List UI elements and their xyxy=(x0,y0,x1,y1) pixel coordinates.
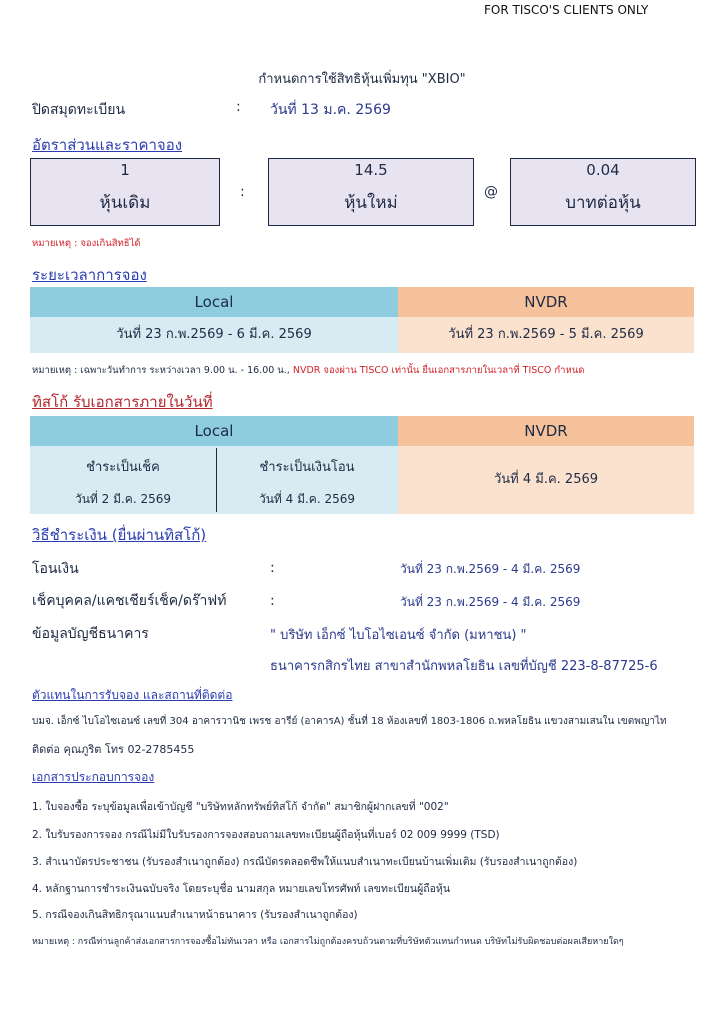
new-share-value: 14.5 xyxy=(354,161,388,179)
payment-transfer-colon: : xyxy=(270,560,275,576)
old-share-box xyxy=(30,158,220,226)
ratio-heading[interactable]: อัตราส่วนและราคาจอง xyxy=(32,136,183,154)
document-item-4: 4. หลักฐานการชำระเงินฉบับจริง โดยระบุชื่อ นามสกุล หมายเลขโทรศัพท์ เลขทะเบียนผู้ถือหุ้น xyxy=(32,883,451,895)
old-share-value: 1 xyxy=(120,161,130,179)
price-unit: บาทต่อหุ้น xyxy=(565,193,641,213)
transfer-date: วันที่ 4 มี.ค. 2569 xyxy=(258,492,356,506)
page-title: กำหนดการใช้สิทธิหุ้นเพิ่มทุน "XBIO" xyxy=(258,72,466,87)
payment-cheque-colon: : xyxy=(270,593,275,609)
payment-cheque-dates: วันที่ 23 ก.พ.2569 - 4 มี.ค. 2569 xyxy=(400,595,581,609)
new-share-box xyxy=(268,158,474,226)
period-note-text: หมายเหตุ : เฉพาะวันทำการ ระหว่างเวลา 9.00 น. - 16.00 น., xyxy=(32,365,290,376)
book-close-colon: : xyxy=(236,99,241,115)
cheque-label: ชำระเป็นเช็ค xyxy=(86,460,160,475)
receive-nvdr-date: วันที่ 4 มี.ค. 2569 xyxy=(398,446,694,514)
payment-transfer-label: โอนเงิน xyxy=(32,561,79,577)
period-nvdr-header: NVDR xyxy=(398,287,694,317)
period-note-nvdr: NVDR จองผ่าน TISCO เท่านั้น ยื่นเอกสารภายในเวลาที่ TISCO กำหนด xyxy=(289,365,585,376)
book-close-date: วันที่ 13 ม.ค. 2569 xyxy=(270,102,391,118)
period-nvdr-dates: วันที่ 23 ก.พ.2569 - 5 มี.ค. 2569 xyxy=(398,317,694,353)
ratio-colon: : xyxy=(240,184,245,200)
documents-heading[interactable]: เอกสารประกอบการจอง xyxy=(32,770,155,784)
price-box xyxy=(510,158,696,226)
payment-cheque-label: เช็คบุคคล/แคชเชียร์เช็ค/ดร๊าฟท์ xyxy=(32,593,227,609)
clients-only-note: FOR TISCO'S CLIENTS ONLY xyxy=(484,3,649,17)
payment-heading[interactable]: วิธีชำระเงิน (ยื่นผ่านทิสโก้) xyxy=(32,526,207,544)
receive-local-header: Local xyxy=(30,416,398,446)
ratio-note: หมายเหตุ : จองเกินสิทธิได้ xyxy=(32,238,141,249)
ratio-at-sign: @ xyxy=(484,184,498,200)
document-item-5: 5. กรณีจองเกินสิทธิกรุณาแนบสำเนาหน้าธนาคาร (รับรองสำเนาถูกต้อง) xyxy=(32,909,358,921)
book-close-label: ปิดสมุดทะเบียน xyxy=(32,102,126,118)
period-heading[interactable]: ระยะเวลาการจอง xyxy=(32,266,147,284)
period-local-dates: วันที่ 23 ก.พ.2569 - 6 มี.ค. 2569 xyxy=(30,317,398,353)
document-item-2: 2. ใบรับรองการจอง กรณีไม่มีใบรับรองการจองสอบถามเลขทะเบียนผู้ถือหุ้นที่เบอร์ 02 009 9999 (TSD) xyxy=(32,829,500,841)
bank-account-number: ธนาคารกสิกรไทย สาขาสำนักพหลโยธิน เลขที่บัญชี 223-8-87725-6 xyxy=(270,659,658,674)
bank-info-label: ข้อมูลบัญชีธนาคาร xyxy=(32,626,149,642)
agent-contact: ติดต่อ คุณภูริต โทร 02-2785455 xyxy=(32,743,195,756)
transfer-label: ชำระเป็นเงินโอน xyxy=(259,460,355,475)
agent-heading[interactable]: ตัวแทนในการรับจอง และสถานที่ติดต่อ xyxy=(32,688,233,702)
agent-address: บมจ. เอ็กซ์ ไบโอไซเอนซ์ เลขที่ 304 อาคารวานิช เพรช อารีย์ (อาคารA) ชั้นที่ 18 ห้องเลขที่ 1803-1806 ถ.พหลโยธิน แขวงสามเสนใน เขตพญาไท xyxy=(32,716,667,727)
documents-footer-note: หมายเหตุ : กรณีท่านลูกค้าส่งเอกสารการจองซื้อไม่ทันเวลา หรือ เอกสารไม่ถูกต้องครบถ้วนตามที่บริษัทตัวแทนกำหนด บริษัทไม่รับผิดชอบต่อผลเสียหายใดๆ xyxy=(32,937,624,947)
cheque-date: วันที่ 2 มี.ค. 2569 xyxy=(74,492,172,506)
old-share-unit: หุ้นเดิม xyxy=(99,193,151,213)
period-local-header: Local xyxy=(30,287,398,317)
document-item-3: 3. สำเนาบัตรประชาชน (รับรองสำเนาถูกต้อง) กรณีบัตรตลอดชีพให้แนบสำเนาทะเบียนบ้านเพิ่มเติม (รับรองสำเนาถูกต้อง) xyxy=(32,856,578,868)
payment-transfer-dates: วันที่ 23 ก.พ.2569 - 4 มี.ค. 2569 xyxy=(400,562,581,576)
receive-nvdr-header: NVDR xyxy=(398,416,694,446)
period-note xyxy=(32,363,584,378)
receive-heading[interactable]: ทิสโก้ รับเอกสารภายในวันที่ xyxy=(32,393,213,411)
document-item-1: 1. ใบจองซื้อ ระบุข้อมูลเพื่อเข้าบัญชี "บริษัทหลักทรัพย์ทิสโก้ จำกัด" สมาชิกผู้ฝากเลขที่ "002" xyxy=(32,801,449,813)
new-share-unit: หุ้นใหม่ xyxy=(344,193,398,213)
bank-account-name: " บริษัท เอ็กซ์ ไบโอไซเอนซ์ จำกัด (มหาชน) " xyxy=(270,628,527,643)
price-value: 0.04 xyxy=(586,161,620,179)
